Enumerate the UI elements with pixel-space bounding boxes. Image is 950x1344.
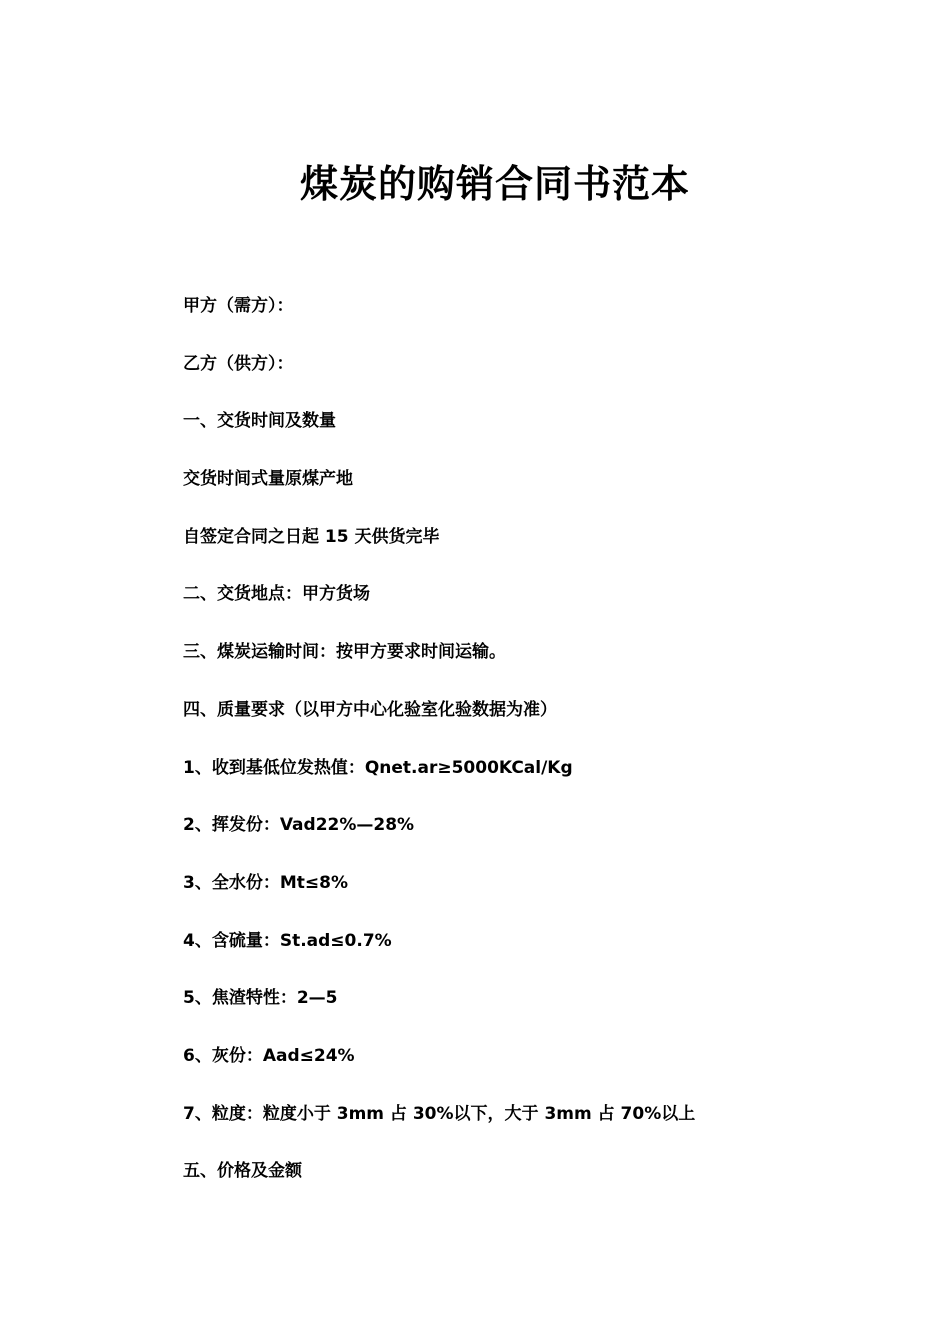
section-heading-delivery-place: 二、交货地点：甲方货场 [183, 584, 370, 605]
quality-item: 1、收到基低位发热值：Qnet.ar≥5000KCal/Kg [183, 757, 573, 778]
document-title: 煤炭的购销合同书范本 [299, 162, 690, 206]
section-heading-quality: 四、质量要求（以甲方中心化验室化验数据为准） [183, 699, 557, 720]
quality-item: 4、含硫量：St.ad≤0.7% [183, 930, 392, 951]
section-heading-delivery-time: 一、交货时间及数量 [183, 411, 336, 432]
party-a-line: 甲方（需方）： [183, 296, 294, 316]
quality-item: 3、全水份：Mt≤8% [183, 872, 348, 893]
section-heading-transport-time: 三、煤炭运输时间：按甲方要求时间运输。 [183, 642, 506, 663]
section-heading-price: 五、价格及金额 [183, 1161, 302, 1182]
quality-item: 7、粒度：粒度小于 3mm 占 30%以下，大于 3mm 占 70%以上 [183, 1103, 696, 1124]
document-body [183, 292, 695, 1215]
paragraph: 自签定合同之日起 15 天供货完毕 [183, 526, 440, 547]
quality-item: 2、挥发份：Vad22%—28% [183, 815, 415, 836]
quality-item: 5、焦渣特性：2—5 [183, 988, 338, 1009]
paragraph: 交货时间式量原煤产地 [183, 469, 353, 490]
party-b-line: 乙方（供方）： [183, 353, 294, 374]
quality-item: 6、灰份：Aad≤24% [183, 1045, 355, 1066]
